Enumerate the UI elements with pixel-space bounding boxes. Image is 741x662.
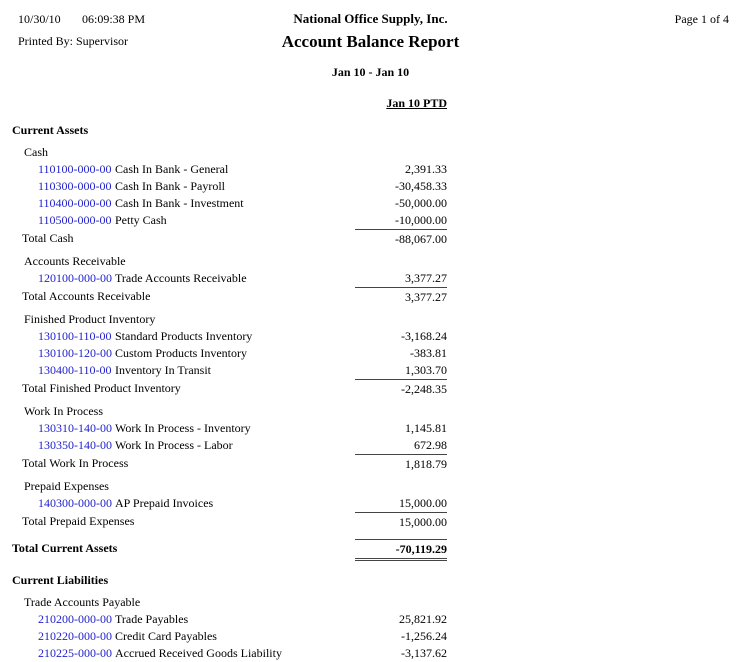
- account-amount: 25,821.92: [399, 612, 447, 626]
- account-amount: -1,256.24: [401, 629, 447, 643]
- account-number-link[interactable]: 110100-000-00: [38, 162, 112, 176]
- account-amount: 3,377.27: [405, 271, 447, 285]
- group-total-row: [0, 379, 741, 398]
- account-row: [0, 212, 741, 229]
- report-date: 10/30/10: [18, 12, 61, 26]
- group-total-amount: 3,377.27: [355, 287, 447, 306]
- account-description: AP Prepaid Invoices: [115, 496, 214, 510]
- account-amount: 672.98: [414, 438, 447, 452]
- group-total-amount: -2,248.35: [355, 379, 447, 398]
- group-header-label: Cash: [24, 145, 48, 159]
- account-number-link[interactable]: 140300-000-00: [38, 496, 112, 510]
- section-total-label: Total Current Assets: [12, 541, 118, 555]
- report-body: [0, 122, 741, 662]
- account-row: [0, 328, 741, 345]
- group-total-amount: 15,000.00: [355, 512, 447, 531]
- report-header: [0, 0, 741, 112]
- account-description: Cash In Bank - Payroll: [115, 179, 225, 193]
- account-description: Credit Card Payables: [115, 629, 217, 643]
- group-total-label: Total Finished Product Inventory: [22, 381, 181, 395]
- account-number-link[interactable]: 130400-110-00: [38, 363, 112, 377]
- printed-by: Printed By: Supervisor: [18, 34, 128, 48]
- account-number-link[interactable]: 210220-000-00: [38, 629, 112, 643]
- group-header-label: Accounts Receivable: [24, 254, 126, 268]
- account-amount: -10,000.00: [395, 213, 447, 227]
- group-total-amount: 1,818.79: [355, 454, 447, 473]
- section-total-amount: -70,119.29: [355, 539, 447, 561]
- report-period: Jan 10 - Jan 10: [331, 65, 410, 79]
- account-number-link[interactable]: 130310-140-00: [38, 421, 112, 435]
- account-number-link[interactable]: 110400-000-00: [38, 196, 112, 210]
- report-time: 06:09:38 PM: [82, 12, 146, 26]
- report-title: Account Balance Report: [281, 32, 460, 51]
- account-description: Cash In Bank - General: [115, 162, 229, 176]
- group-header: [0, 253, 741, 270]
- account-number-link[interactable]: 210225-000-00: [38, 646, 112, 660]
- account-description: Petty Cash: [115, 213, 167, 227]
- group-header-label: Work In Process: [24, 404, 104, 418]
- account-number-link[interactable]: 110300-000-00: [38, 179, 112, 193]
- group-header-label: Finished Product Inventory: [24, 312, 156, 326]
- account-row: [0, 195, 741, 212]
- account-amount: -3,168.24: [401, 329, 447, 343]
- section-header-label: Current Liabilities: [12, 573, 109, 587]
- company-name: National Office Supply, Inc.: [293, 11, 448, 26]
- group-total-row: [0, 454, 741, 473]
- group-header: [0, 311, 741, 328]
- account-number-link[interactable]: 130100-120-00: [38, 346, 112, 360]
- account-number-link[interactable]: 130100-110-00: [38, 329, 112, 343]
- account-row: [0, 495, 741, 512]
- group-header-label: Prepaid Expenses: [24, 479, 109, 493]
- account-row: [0, 270, 741, 287]
- account-description: Accrued Received Goods Liability: [115, 646, 282, 660]
- account-description: Trade Accounts Receivable: [115, 271, 247, 285]
- group-total-row: [0, 229, 741, 248]
- group-total-label: Total Prepaid Expenses: [22, 514, 135, 528]
- column-header-ptd: Jan 10 PTD: [386, 96, 447, 110]
- account-amount: 2,391.33: [405, 162, 447, 176]
- account-row: [0, 161, 741, 178]
- account-number-link[interactable]: 110500-000-00: [38, 213, 112, 227]
- group-header: [0, 144, 741, 161]
- account-amount: -30,458.33: [395, 179, 447, 193]
- section-header-label: Current Assets: [12, 123, 89, 137]
- account-description: Standard Products Inventory: [115, 329, 253, 343]
- account-amount: 1,145.81: [405, 421, 447, 435]
- group-header: [0, 478, 741, 495]
- account-row: [0, 628, 741, 645]
- account-number-link[interactable]: 210200-000-00: [38, 612, 112, 626]
- section-header: [0, 122, 741, 139]
- page-indicator: Page 1 of 4: [674, 12, 729, 26]
- group-total-label: Total Work In Process: [22, 456, 129, 470]
- account-amount: -3,137.62: [401, 646, 447, 660]
- group-total-row: [0, 287, 741, 306]
- account-row: [0, 345, 741, 362]
- account-amount: -50,000.00: [395, 196, 447, 210]
- group-header: [0, 403, 741, 420]
- account-row: [0, 645, 741, 662]
- section-header: [0, 572, 741, 589]
- group-header: [0, 594, 741, 611]
- account-amount: -383.81: [410, 346, 447, 360]
- account-number-link[interactable]: 120100-000-00: [38, 271, 112, 285]
- group-header-label: Trade Accounts Payable: [24, 595, 141, 609]
- account-row: [0, 437, 741, 454]
- account-row: [0, 420, 741, 437]
- account-description: Cash In Bank - Investment: [115, 196, 244, 210]
- account-amount: 15,000.00: [399, 496, 447, 510]
- account-description: Inventory In Transit: [115, 363, 211, 377]
- account-description: Work In Process - Labor: [115, 438, 233, 452]
- group-total-row: [0, 512, 741, 531]
- account-description: Custom Products Inventory: [115, 346, 247, 360]
- group-total-label: Total Accounts Receivable: [22, 289, 151, 303]
- account-row: [0, 178, 741, 195]
- section-total-row: [0, 539, 741, 562]
- group-total-amount: -88,067.00: [355, 229, 447, 248]
- account-number-link[interactable]: 130350-140-00: [38, 438, 112, 452]
- account-description: Trade Payables: [115, 612, 189, 626]
- account-row: [0, 611, 741, 628]
- account-description: Work In Process - Inventory: [115, 421, 251, 435]
- account-row: [0, 362, 741, 379]
- group-total-label: Total Cash: [22, 231, 74, 245]
- account-amount: 1,303.70: [405, 363, 447, 377]
